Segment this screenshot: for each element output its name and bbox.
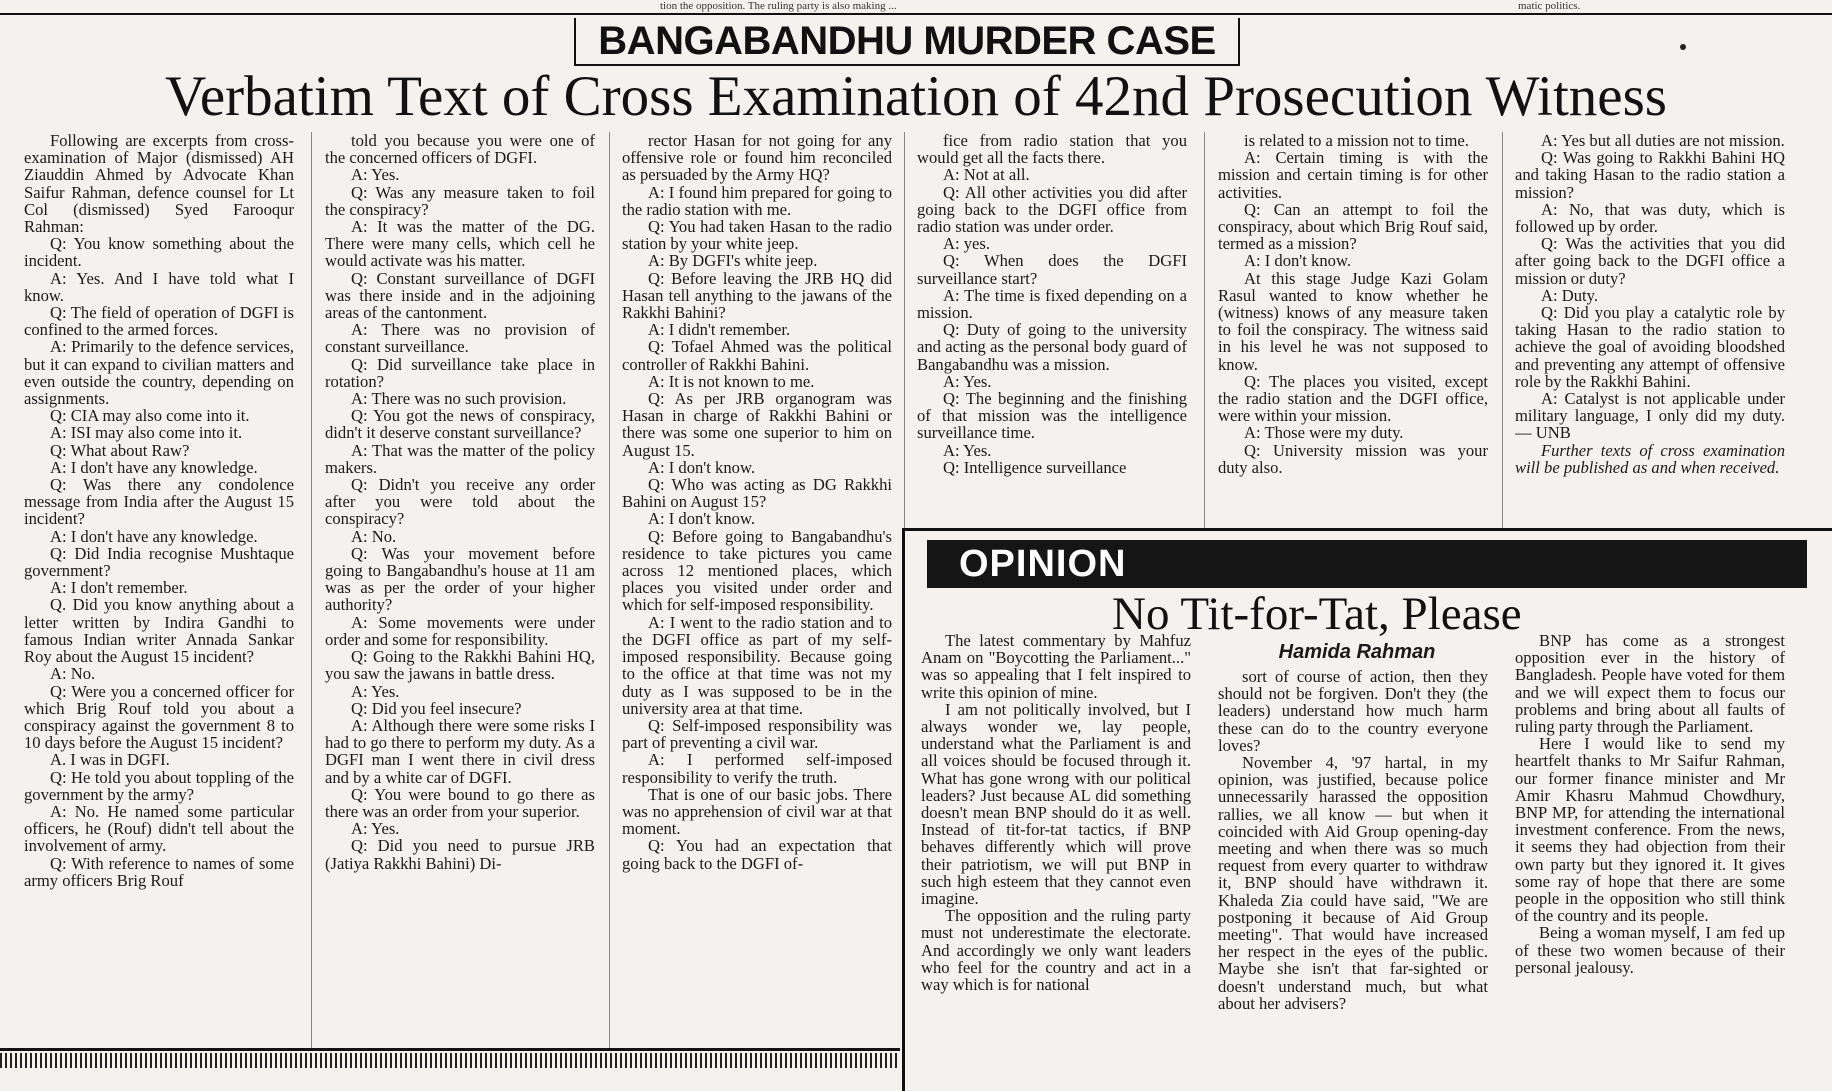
kicker: BANGABANDHU MURDER CASE xyxy=(598,19,1216,63)
paragraph: A: I don't know. xyxy=(648,509,756,529)
paragraph: A: I don't know. xyxy=(1244,251,1352,271)
paragraph: A: Yes. xyxy=(351,819,400,839)
paragraph: Q: Were you a concerned officer for which Brig Rouf told you about a conspiracy against the government 8 to 10 days before the August 15 incident? xyxy=(24,681,294,753)
paragraph: The latest commentary by Mahfuz Anam on "Boycotting the Parliament..." was so appealing that I felt inspired to write this opinion of mine. xyxy=(921,632,1191,702)
article-column-1 xyxy=(24,132,294,1050)
paragraph: A: There was no such provision. xyxy=(351,389,567,409)
paragraph: Following are excerpts from cross-examination of Major (dismissed) AH Ziauddin Ahmed by Advocate Khan Saifur Rahman, defence counsel for Lt Col (dismissed) Syed Farooqur Rahman: xyxy=(24,132,294,237)
paragraph: fice from radio station that you would get all the facts there. xyxy=(917,132,1187,168)
paragraph: Q: CIA may also come into it. xyxy=(50,406,250,426)
paragraph: The opposition and the ruling party must not underestimate the electorate. And accordingly we only want leaders who feel for the country and act in a way which is for national xyxy=(921,906,1191,995)
top-fragment-left: tion the opposition. The ruling party is also making ... xyxy=(660,0,897,12)
paragraph: Q: The beginning and the finishing of that mission was the intelligence surveillance time. xyxy=(917,389,1187,443)
paragraph: A: It is not known to me. xyxy=(648,371,815,391)
paragraph: A: Duty. xyxy=(1541,285,1599,305)
paragraph: A: No. xyxy=(351,526,397,546)
article-column-4 xyxy=(917,132,1187,522)
paragraph: A: Not at all. xyxy=(943,165,1030,185)
paragraph: A: Yes. xyxy=(943,371,992,391)
paragraph: A: That was the matter of the policy makers. xyxy=(325,440,595,477)
article-column-6-body xyxy=(1515,132,1785,442)
article-column-3 xyxy=(622,132,892,1050)
opinion-banner-label: OPINION xyxy=(959,543,1127,585)
paragraph: Q: Was the activities that you did after going back to the DGFI office a mission or duty? xyxy=(1515,234,1785,288)
paragraph: Q: Can an attempt to foil the conspiracy, about which Brig Rouf said, termed as a mission? xyxy=(1218,199,1488,254)
column-divider xyxy=(904,132,905,528)
opinion-banner xyxy=(927,540,1807,588)
paragraph: Q: Was any measure taken to foil the conspiracy? xyxy=(325,182,595,219)
paragraph: I am not politically involved, but I always wonder we, lay people, understand what the Parliament is and all voices should be focused through it. What has gone wrong with our political leaders? Just because AL did something doesn't mean BNP should do it as well. Instead of tit-for-tat tactics, if BNP behaves differently which will prove their patriotism, we will put BNP in such high esteem that they cannot even imagine. xyxy=(921,699,1191,909)
paragraph: A: No, that was duty, which is followed up by order. xyxy=(1515,199,1785,237)
paragraph: A: ISI may also come into it. xyxy=(50,423,243,443)
paragraph: Q: All other activities you did after going back to the DGFI office from radio station was under order. xyxy=(917,182,1187,237)
article-column-6 xyxy=(1515,132,1785,527)
paragraph: Q: Did you need to pursue JRB (Jatiya Rakkhi Bahini) Di- xyxy=(325,836,595,873)
paragraph: A: yes. xyxy=(943,234,991,254)
paragraph: Q: You had an expectation that going back to the DGFI of- xyxy=(622,836,892,873)
previous-article-fragment xyxy=(0,0,1832,12)
paragraph: A: Those were my duty. xyxy=(1244,423,1404,443)
paragraph: Q: Intelligence surveillance xyxy=(943,457,1127,477)
paragraph: A: The time is fixed depending on a mission. xyxy=(917,285,1187,323)
opinion-byline: Hamida Rahman xyxy=(1278,641,1436,663)
article-column-5 xyxy=(1218,132,1488,524)
paragraph: Here I would like to send my heartfelt thanks to Mr Saifur Rahman, our former finance minister and Mr Amir Khasru Mahmud Chowdhury, BNP MP, for attending the international investment conference. From the news, it seems they had objection from their own party but they ignored it. It gives some ray of hope that there are some people in the opposition who still think of the country and its people. xyxy=(1515,734,1785,926)
paragraph: Q: What about Raw? xyxy=(50,440,190,460)
kicker-box xyxy=(574,18,1240,66)
paragraph: Q: Did surveillance take place in rotation? xyxy=(325,354,595,391)
paragraph: Q: Did you play a catalytic role by taking Hasan to the radio station to achieve the goal of avoiding bloodshed and preventing any attempt of offensive role by the Rakkhi Bahini. xyxy=(1515,303,1785,391)
paragraph: A: Yes. xyxy=(351,681,400,701)
paragraph: A: Yes. xyxy=(351,165,400,185)
column-divider xyxy=(609,132,610,1050)
paragraph: Q: You got the news of conspiracy, didn't it deserve constant surveillance? xyxy=(325,406,595,443)
paragraph: A: Yes. And I have told what I know. xyxy=(24,268,294,305)
paragraph: Q: Who was acting as DG Rakkhi Bahini on August 15? xyxy=(622,475,892,512)
paragraph: told you because you were one of the concerned officers of DGFI. xyxy=(325,132,595,168)
paragraph: A: It was the matter of the DG. There were many cells, which cell he would activate was his matter. xyxy=(325,217,595,271)
paragraph: A: I don't know. xyxy=(648,457,756,477)
opinion-column-3 xyxy=(1515,632,1785,1068)
paragraph: A: No. He named some particular officers, he (Rouf) didn't tell about the involvement of army. xyxy=(24,801,294,856)
paragraph: Q: Going to the Rakkhi Bahini HQ, you saw the jawans in battle dress. xyxy=(325,647,595,684)
paragraph: That is one of our basic jobs. There was no apprehension of civil war at that moment. xyxy=(622,784,892,839)
paragraph: Q: Was your movement before going to Bangabandhu's house at 11 am was as per the order of your higher authority? xyxy=(325,543,595,615)
paragraph: Q: Duty of going to the university and acting as the personal body guard of Bangabandhu was a mission. xyxy=(917,320,1187,374)
paragraph: Q: Before going to Bangabandhu's residence to take pictures you came across 12 mentioned places, which places you visited under order and which for self-imposed responsibility. xyxy=(622,526,892,615)
paragraph: Q: You were bound to go there as there was an order from your superior. xyxy=(325,784,595,821)
paragraph: Being a woman myself, I am fed up of these two women because of their personal jealousy. xyxy=(1515,923,1785,977)
paragraph: BNP has come as a strongest opposition ever in the history of Bangladesh. People have voted for them and we will expect them to focus our problems and bring about all faults of ruling party through the Parliament. xyxy=(1515,632,1785,737)
paragraph: At this stage Judge Kazi Golam Rasul wanted to know whether he (witness) knows of any measure taken to foil the conspiracy. The witness said in his level he was not supposed to know. xyxy=(1218,268,1488,374)
paragraph: A: I found him prepared for going to the radio station with me. xyxy=(622,182,892,219)
paragraph: A: I went to the radio station and to the DGFI office as part of my self-imposed responsibility. Because going to the office at that time was not my duty as I was supposed to be in the university area at that time. xyxy=(622,612,892,718)
paragraph: Q: The field of operation of DGFI is confined to the armed forces. xyxy=(24,303,294,340)
continuation-note: Further texts of cross examination will be published as and when received. xyxy=(1515,440,1785,477)
paragraph: A: Some movements were under order and some for responsibility. xyxy=(325,612,595,649)
column-divider xyxy=(1502,132,1503,528)
paragraph: Q: Didn't you receive any order after you were told about the conspiracy? xyxy=(325,475,595,529)
paragraph: Q. Did you know anything about a letter written by Indira Gandhi to famous Indian writer Annada Sankar Roy about the August 15 incident? xyxy=(24,595,294,667)
bottom-rule xyxy=(0,1048,900,1051)
paragraph: A: No. xyxy=(50,664,96,684)
paragraph: Q: Was going to Rakkhi Bahini HQ and taking Hasan to the radio station a mission? xyxy=(1515,148,1785,202)
opinion-title: No Tit-for-Tat, Please xyxy=(1112,588,1522,640)
column-divider xyxy=(311,132,312,1050)
top-rule xyxy=(0,13,1832,15)
paragraph: A: I don't have any knowledge. xyxy=(50,526,258,546)
paragraph: A: Certain timing is with the mission and certain timing is for other activities. xyxy=(1218,148,1488,202)
next-article-fragment xyxy=(0,1053,900,1068)
paragraph: A: Although there were some risks I had to go there to perform my duty. As a DGFI man I went there in civil dress and by a white car of DGFI. xyxy=(325,715,595,787)
paragraph: Q: With reference to names of some army officers Brig Rouf xyxy=(24,853,294,890)
paragraph: A: I didn't remember. xyxy=(648,320,791,340)
paragraph: A: Catalyst is not applicable under military language, I only did my duty. — UNB xyxy=(1515,389,1785,443)
paragraph: Q: When does the DGFI surveillance start? xyxy=(917,251,1187,288)
paragraph: A: Yes but all duties are not mission. xyxy=(1541,132,1785,150)
paragraph: Q: As per JRB organogram was Hasan in charge of Rakkhi Bahini or there was some one superior to him on August 15. xyxy=(622,389,892,460)
paragraph: A: I don't remember. xyxy=(50,578,188,598)
paragraph: A: There was no provision of constant surveillance. xyxy=(325,320,595,357)
paragraph: Q: University mission was your duty also. xyxy=(1218,440,1488,477)
paragraph: Q: The places you visited, except the radio station and the DGFI office, were within your mission. xyxy=(1218,371,1488,426)
paragraph: is related to a mission not to time. xyxy=(1244,132,1469,150)
paragraph: Q: You know something about the incident. xyxy=(24,234,294,271)
paragraph: November 4, '97 hartal, in my opinion, was justified, because police unnecessarily harassed the opposition rallies, we all know — but when it coincided with Aid Group opening-day meeting and when there was so much request from every quarter to withdraw it, BNP should have withdrawn it. Khaleda Zia could have said, "We are postponing it because of Aid Group meeting". That would have increased her respect in the eyes of the public. Maybe she isn't that far-sighted or doesn't understand much, but what about her advisers? xyxy=(1218,753,1488,1013)
paragraph: Q: Self-imposed responsibility was part of preventing a civil war. xyxy=(622,715,892,753)
paragraph: Q: Did you feel insecure? xyxy=(351,698,522,718)
paragraph: Q: You had taken Hasan to the radio station by your white jeep. xyxy=(622,217,892,254)
paragraph: Q: Constant surveillance of DGFI was there inside and in the adjoining areas of the cantonment. xyxy=(325,268,595,323)
paragraph: A: Yes. xyxy=(943,440,992,460)
paragraph: A: I don't have any knowledge. xyxy=(50,457,258,477)
paragraph: Q: Did India recognise Mushtaque government? xyxy=(24,543,294,581)
paragraph: rector Hasan for not going for any offensive role or found him reconciled as persuaded by the Army HQ? xyxy=(622,132,892,185)
column-divider xyxy=(1204,132,1205,528)
paragraph: A: I performed self-imposed responsibility to verify the truth. xyxy=(622,750,892,787)
paragraph: Q: Before leaving the JRB HQ did Hasan tell anything to the jawans of the Rakkhi Bahini? xyxy=(622,268,892,323)
print-speck xyxy=(1680,44,1686,50)
paragraph: A: By DGFI's white jeep. xyxy=(648,251,818,271)
top-fragment-right: matic politics. xyxy=(1518,0,1581,12)
paragraph: sort of course of action, then they should not be forgiven. Don't they (the leaders) understand how much harm these can do to the country everyone loves? xyxy=(1218,668,1488,755)
paragraph: Q: Was there any condolence message from India after the August 15 incident? xyxy=(24,475,294,529)
opinion-column-2 xyxy=(1218,668,1488,1068)
opinion-column-1 xyxy=(921,632,1191,1068)
paragraph: A. I was in DGFI. xyxy=(50,750,170,770)
paragraph: Q: Tofael Ahmed was the political controller of Rakkhi Bahini. xyxy=(622,337,892,374)
headline: Verbatim Text of Cross Examination of 42nd Prosecution Witness xyxy=(165,65,1667,128)
article-column-2 xyxy=(325,132,595,1050)
paragraph: Q: He told you about toppling of the government by the army? xyxy=(24,767,294,804)
paragraph: A: Primarily to the defence services, but it can expand to civilian matters and even outside the country, depending on assignments. xyxy=(24,337,294,409)
